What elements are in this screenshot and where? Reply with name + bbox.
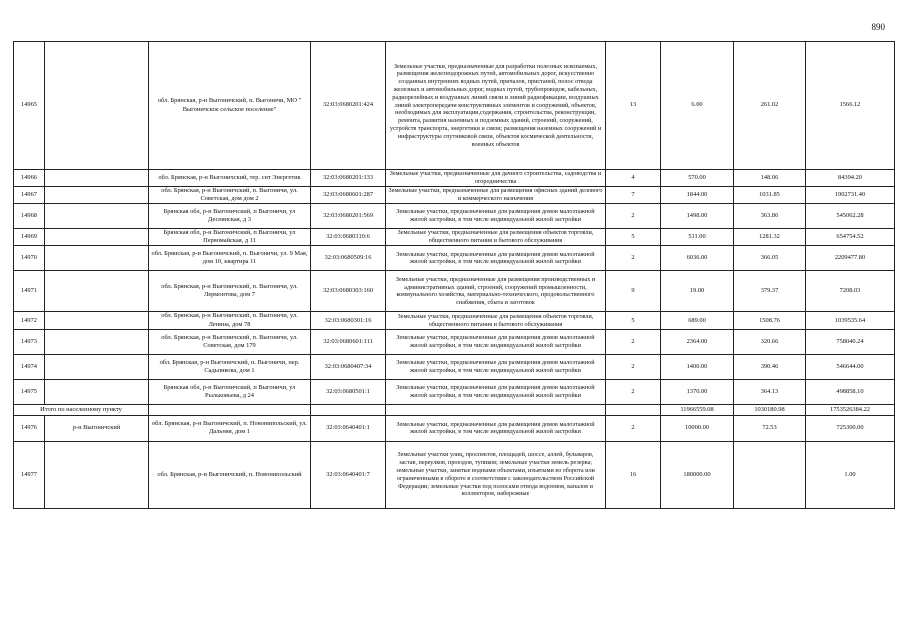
- address-cell: Брянская обл, р-н Выгоничский, п Выгоничи, ул Первомайская, д 11: [149, 229, 311, 246]
- area-cell: 6036.00: [661, 246, 734, 271]
- purpose-code-cell: 2: [606, 379, 661, 404]
- cadastral-value-cell: 725300.00: [806, 415, 895, 441]
- empty-cell: [606, 404, 661, 415]
- price-cell: 366.05: [734, 246, 806, 271]
- address-cell: обл. Брянская, р-н Выгоничский, п. Выгоничи, пер. Садьпикова, дом 1: [149, 354, 311, 379]
- price-cell: 1031.85: [734, 186, 806, 203]
- cadastral-number-cell: 32:03:0640401:1: [311, 415, 386, 441]
- land-purpose-cell: Земельные участки, предназначенные для размещения офисных зданий делового и коммерческого назначения: [386, 186, 606, 203]
- area-cell: 1498.00: [661, 204, 734, 229]
- address-cell: обл. Брянская, р-н Выгоничский, п. Выгоничи, МО " Выгоничское сельское поселение": [149, 42, 311, 170]
- address-cell: обл. Брянская, р-н Выгоничский, п. Выгоничи, ул. Ленина, дом 78: [149, 312, 311, 329]
- purpose-code-cell: 16: [606, 441, 661, 508]
- cadastral-value-cell: 498858.10: [806, 379, 895, 404]
- land-purpose-cell: Земельные участки, предназначенные для размещения домов малоэтажной жилой застройки, в том числе индивидуальной жилой застройки: [386, 379, 606, 404]
- table-row: [14, 246, 895, 271]
- cadastral-value-cell: 545062.28: [806, 204, 895, 229]
- cadastral-number-cell: 32:03:0680201:424: [311, 42, 386, 170]
- cadastral-value-cell: 1566.12: [806, 42, 895, 170]
- cadastral-number-cell: 32:03:0680501:1: [311, 379, 386, 404]
- purpose-code-cell: 2: [606, 415, 661, 441]
- row-id-cell: 14970: [14, 246, 45, 271]
- land-purpose-cell: Земельные участки, предназначенные для размещения домов малоэтажной жилой застройки, в том числе индивидуальной жилой застройки: [386, 246, 606, 271]
- cadastral-value-cell: 546644.00: [806, 354, 895, 379]
- area-cell: 6.00: [661, 42, 734, 170]
- total-price-cell: 1030180.98: [734, 404, 806, 415]
- table-row: [14, 186, 895, 203]
- cadastral-number-cell: 32:03:0680303:160: [311, 271, 386, 312]
- price-cell: [734, 441, 806, 508]
- land-purpose-cell: Земельные участки, предназначенные для размещения домов малоэтажной жилой застройки, в том числе индивидуальной жилой застройки: [386, 329, 606, 354]
- row-id-cell: 14976: [14, 415, 45, 441]
- address-cell: обл. Брянская, р-н Выгоничский, п. Выгоничи, ул. Советская, дом 179: [149, 329, 311, 354]
- area-cell: 19.00: [661, 271, 734, 312]
- table-row: [14, 329, 895, 354]
- district-cell: [45, 204, 149, 229]
- land-purpose-cell: Земельные участки, предназначенные для размещения объектов торговли, общественного питания и бытового обслуживания: [386, 312, 606, 329]
- district-cell: р-н Выгоничский: [45, 415, 149, 441]
- row-id-cell: 14968: [14, 204, 45, 229]
- page-number: 890: [871, 22, 885, 32]
- empty-cell: [386, 404, 606, 415]
- cadastral-value-cell: 7208.03: [806, 271, 895, 312]
- cadastral-number-cell: 32:03:0680301:16: [311, 312, 386, 329]
- price-cell: 1508.76: [734, 312, 806, 329]
- cadastral-value-cell: 2209477.80: [806, 246, 895, 271]
- purpose-code-cell: 5: [606, 229, 661, 246]
- settlement-total-row: [14, 404, 895, 415]
- address-cell: обл. Брянская, р-н Выгоничский, п. Выгоничи, ул. Советская, дом дом 2: [149, 186, 311, 203]
- address-cell: обл. Брянская, р-н Выгоничский, п. Новонипольский: [149, 441, 311, 508]
- area-cell: 689.00: [661, 312, 734, 329]
- land-register-table: [13, 41, 895, 509]
- price-cell: 364.13: [734, 379, 806, 404]
- total-label-cell: Итого по населенному пункту: [14, 404, 149, 415]
- price-cell: 379.37: [734, 271, 806, 312]
- address-cell: обл. Брянская, р-н Выгоничский, п. Новонипольский, ул. Дальняя, дом 1: [149, 415, 311, 441]
- cadastral-value-cell: 1039535.64: [806, 312, 895, 329]
- table-row: [14, 441, 895, 508]
- table-row: [14, 312, 895, 329]
- area-cell: 10000.00: [661, 415, 734, 441]
- cadastral-value-cell: 84394.20: [806, 170, 895, 187]
- total-value-cell: 1753526384.22: [806, 404, 895, 415]
- area-cell: 570.00: [661, 170, 734, 187]
- price-cell: 72.53: [734, 415, 806, 441]
- land-purpose-cell: Земельные участки, предназначенные для размещения домов малоэтажной жилой застройки, в том числе индивидуальной жилой застройки: [386, 204, 606, 229]
- empty-cell: [149, 404, 311, 415]
- land-purpose-cell: Земельные участки, предназначенные для дачного строительства, садоводства и огородничества: [386, 170, 606, 187]
- district-cell: [45, 354, 149, 379]
- land-purpose-cell: Земельные участки улиц, проспектов, площадей, шоссе, аллей, бульваров, застав, переулков, проездов, тупиков; земельные участки земель резерва; земельные участки, занятые водными объектами, изъятыми из оборота или ограниченными в обороте в соответствии с законодательством Российской Федерации; земельные участки под полосами отвода водоемов, каналов и коллекторов, набережные: [386, 441, 606, 508]
- address-cell: обл. Брянская, р-н Выгоничский, п. Выгоничи, ул. Лермонтова, дом 7: [149, 271, 311, 312]
- price-cell: 148.06: [734, 170, 806, 187]
- area-cell: 180000.00: [661, 441, 734, 508]
- cadastral-number-cell: 32:03:0680407:34: [311, 354, 386, 379]
- purpose-code-cell: 13: [606, 42, 661, 170]
- district-cell: [45, 42, 149, 170]
- table-row: [14, 229, 895, 246]
- purpose-code-cell: 7: [606, 186, 661, 203]
- purpose-code-cell: 2: [606, 204, 661, 229]
- price-cell: 1281.32: [734, 229, 806, 246]
- table-row: [14, 42, 895, 170]
- price-cell: 363.86: [734, 204, 806, 229]
- table-row: [14, 204, 895, 229]
- purpose-code-cell: 2: [606, 354, 661, 379]
- row-id-cell: 14969: [14, 229, 45, 246]
- area-cell: 1844.00: [661, 186, 734, 203]
- district-cell: [45, 186, 149, 203]
- cadastral-value-cell: 1.00: [806, 441, 895, 508]
- land-purpose-cell: Земельные участки, предназначенные для разработки полезных ископаемых, размещения железнодорожных путей, автомобильных дорог, искусственно созданных внутренних водных путей, причалов, пристаней, полос отвода железных и автомобильных дорог, водных путей, трубопроводов, кабельных, радиорелейных и воздушных линий связи и линий радиофикации, воздушных линий электропередачи конструктивных элементов и сооружений, объектов, необходимых для эксплуатации,содержания, строительства, реконструкции, ремонта, развития наземных и подземных зданий, строений, сооружений, устройств транспорта, энергетики и связи; размещения наземных сооружений и инфраструктуры спутниковой связи, объектов космической деятельности, военных объектов: [386, 42, 606, 170]
- purpose-code-cell: 4: [606, 170, 661, 187]
- district-cell: [45, 441, 149, 508]
- table-row: [14, 354, 895, 379]
- table-row: [14, 170, 895, 187]
- purpose-code-cell: 5: [606, 312, 661, 329]
- address-cell: Брянская обл, р-н Выгоничский, п Выгоничи, ул Рыльковьева, д 24: [149, 379, 311, 404]
- land-purpose-cell: Земельные участки, предназначенные для размещения объектов торговли, общественного питания и бытового обслуживания: [386, 229, 606, 246]
- district-cell: [45, 312, 149, 329]
- row-id-cell: 14973: [14, 329, 45, 354]
- purpose-code-cell: 2: [606, 246, 661, 271]
- address-cell: обл. Брянская, р-н Выгоничский, п. Выгоничи, ул. 9 Мая, дом 10, квартира 11: [149, 246, 311, 271]
- row-id-cell: 14965: [14, 42, 45, 170]
- area-cell: 1370.00: [661, 379, 734, 404]
- row-id-cell: 14971: [14, 271, 45, 312]
- district-cell: [45, 246, 149, 271]
- cadastral-number-cell: 32:03:0680201:133: [311, 170, 386, 187]
- cadastral-number-cell: 32:03:0640401:7: [311, 441, 386, 508]
- district-cell: [45, 379, 149, 404]
- land-purpose-cell: Земельные участки, предназначенные для размещения производственных и административных зданий, строений, сооружений промышленности, коммунального хозяйства, материально-технического, продовольственного снабжения, сбыта и заготовок: [386, 271, 606, 312]
- row-id-cell: 14977: [14, 441, 45, 508]
- total-area-cell: 11966559.08: [661, 404, 734, 415]
- district-cell: [45, 271, 149, 312]
- purpose-code-cell: 9: [606, 271, 661, 312]
- land-purpose-cell: Земельные участки, предназначенные для размещения домов малоэтажной жилой застройки, в том числе индивидуальной жилой застройки: [386, 354, 606, 379]
- price-cell: 261.02: [734, 42, 806, 170]
- area-cell: 1400.00: [661, 354, 734, 379]
- row-id-cell: 14974: [14, 354, 45, 379]
- cadastral-number-cell: 32:03:0680601:111: [311, 329, 386, 354]
- address-cell: Брянская обл, р-н Выгоничский, п Выгоничи, ул Деснянская, д 3: [149, 204, 311, 229]
- cadastral-number-cell: 32:03:0680601:287: [311, 186, 386, 203]
- table-row: [14, 415, 895, 441]
- price-cell: 320.66: [734, 329, 806, 354]
- price-cell: 390.46: [734, 354, 806, 379]
- row-id-cell: 14975: [14, 379, 45, 404]
- area-cell: 511.00: [661, 229, 734, 246]
- cadastral-number-cell: 32:03:0680310:6: [311, 229, 386, 246]
- area-cell: 2364.00: [661, 329, 734, 354]
- row-id-cell: 14966: [14, 170, 45, 187]
- cadastral-value-cell: 654754.52: [806, 229, 895, 246]
- purpose-code-cell: 2: [606, 329, 661, 354]
- district-cell: [45, 329, 149, 354]
- empty-cell: [311, 404, 386, 415]
- table-row: [14, 271, 895, 312]
- cadastral-number-cell: 32:03:0680201:569: [311, 204, 386, 229]
- cadastral-value-cell: 758040.24: [806, 329, 895, 354]
- table-row: [14, 379, 895, 404]
- land-purpose-cell: Земельные участки, предназначенные для размещения домов малоэтажной жилой застройки, в том числе индивидуальной жилой застройки: [386, 415, 606, 441]
- row-id-cell: 14972: [14, 312, 45, 329]
- cadastral-value-cell: 1902731.40: [806, 186, 895, 203]
- cadastral-number-cell: 32:03:0680509:16: [311, 246, 386, 271]
- district-cell: [45, 229, 149, 246]
- district-cell: [45, 170, 149, 187]
- row-id-cell: 14967: [14, 186, 45, 203]
- address-cell: обл. Брянская, р-н Выгоничский, тер. снт Энергетик: [149, 170, 311, 187]
